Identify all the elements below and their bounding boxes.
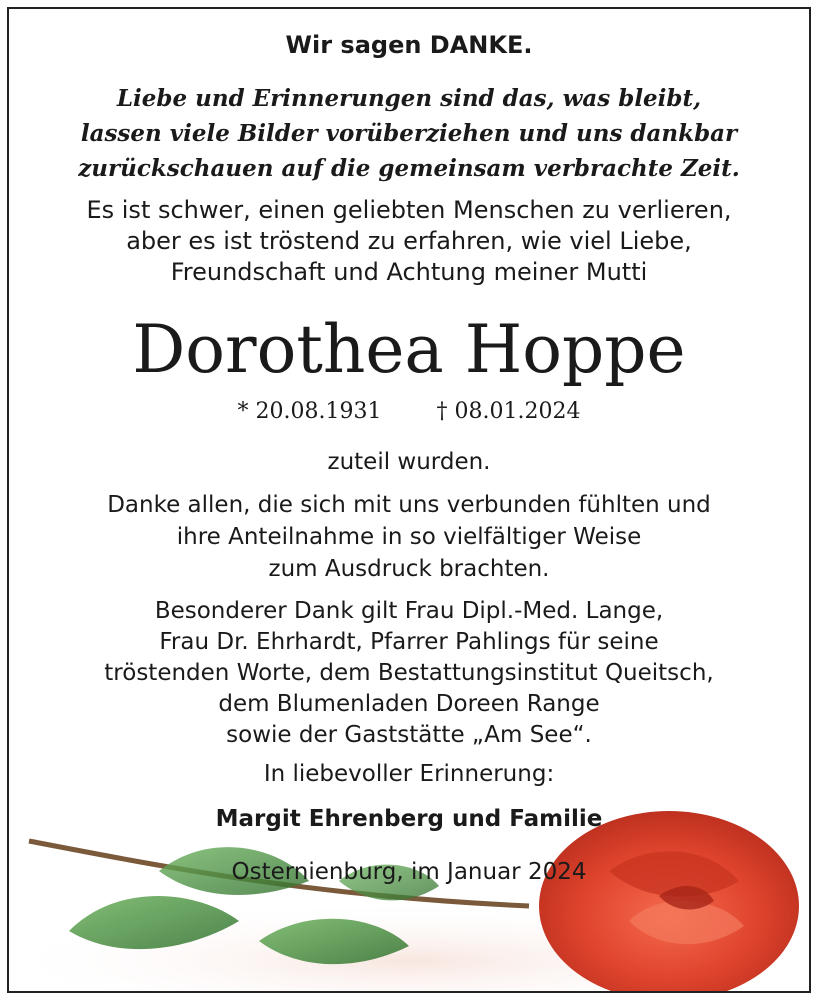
thank-you-heading: Wir sagen DANKE. bbox=[285, 31, 533, 59]
birth-date: * 20.08.1931 bbox=[237, 399, 382, 424]
thanks-line: ihre Anteilnahme in so vielfältiger Weise bbox=[176, 524, 642, 550]
memory-line: In liebevoller Erinnerung: bbox=[263, 761, 555, 787]
granted-text: zuteil wurden. bbox=[327, 449, 491, 475]
obituary-notice bbox=[7, 7, 811, 993]
special-thanks-line: sowie der Gaststätte „Am See“. bbox=[226, 722, 592, 748]
quote-line: lassen viele Bilder vorüberziehen und uns dankbar bbox=[80, 120, 738, 147]
quote-line: Liebe und Erinnerungen sind das, was bleibt, bbox=[116, 85, 702, 112]
intro-text bbox=[9, 195, 809, 288]
family-signature: Margit Ehrenberg und Familie bbox=[215, 806, 603, 832]
special-thanks-text bbox=[9, 596, 809, 751]
death-date: † 08.01.2024 bbox=[436, 399, 581, 424]
intro-line: Freundschaft und Achtung meiner Mutti bbox=[170, 258, 648, 286]
intro-line: aber es ist tröstend zu erfahren, wie viel Liebe, bbox=[126, 227, 692, 255]
intro-line: Es ist schwer, einen geliebten Menschen zu verlieren, bbox=[86, 196, 732, 224]
rose-illustration bbox=[9, 811, 809, 991]
special-thanks-line: dem Blumenladen Doreen Range bbox=[218, 691, 600, 717]
special-thanks-line: Besonderer Dank gilt Frau Dipl.-Med. Lange, bbox=[154, 598, 664, 624]
place-and-date: Osternienburg, im Januar 2024 bbox=[231, 859, 587, 885]
thanks-line: Danke allen, die sich mit uns verbunden fühlten und bbox=[107, 492, 711, 518]
deceased-name: Dorothea Hoppe bbox=[132, 311, 686, 388]
special-thanks-line: Frau Dr. Ehrhardt, Pfarrer Pahlings für seine bbox=[159, 629, 659, 655]
memorial-quote bbox=[9, 81, 809, 186]
life-dates bbox=[9, 399, 809, 424]
thanks-all-text bbox=[9, 489, 809, 585]
thanks-line: zum Ausdruck brachten. bbox=[268, 556, 550, 582]
special-thanks-line: tröstenden Worte, dem Bestattungsinstitut Queitsch, bbox=[104, 660, 714, 686]
quote-line: zurückschauen auf die gemeinsam verbrachte Zeit. bbox=[78, 155, 740, 182]
